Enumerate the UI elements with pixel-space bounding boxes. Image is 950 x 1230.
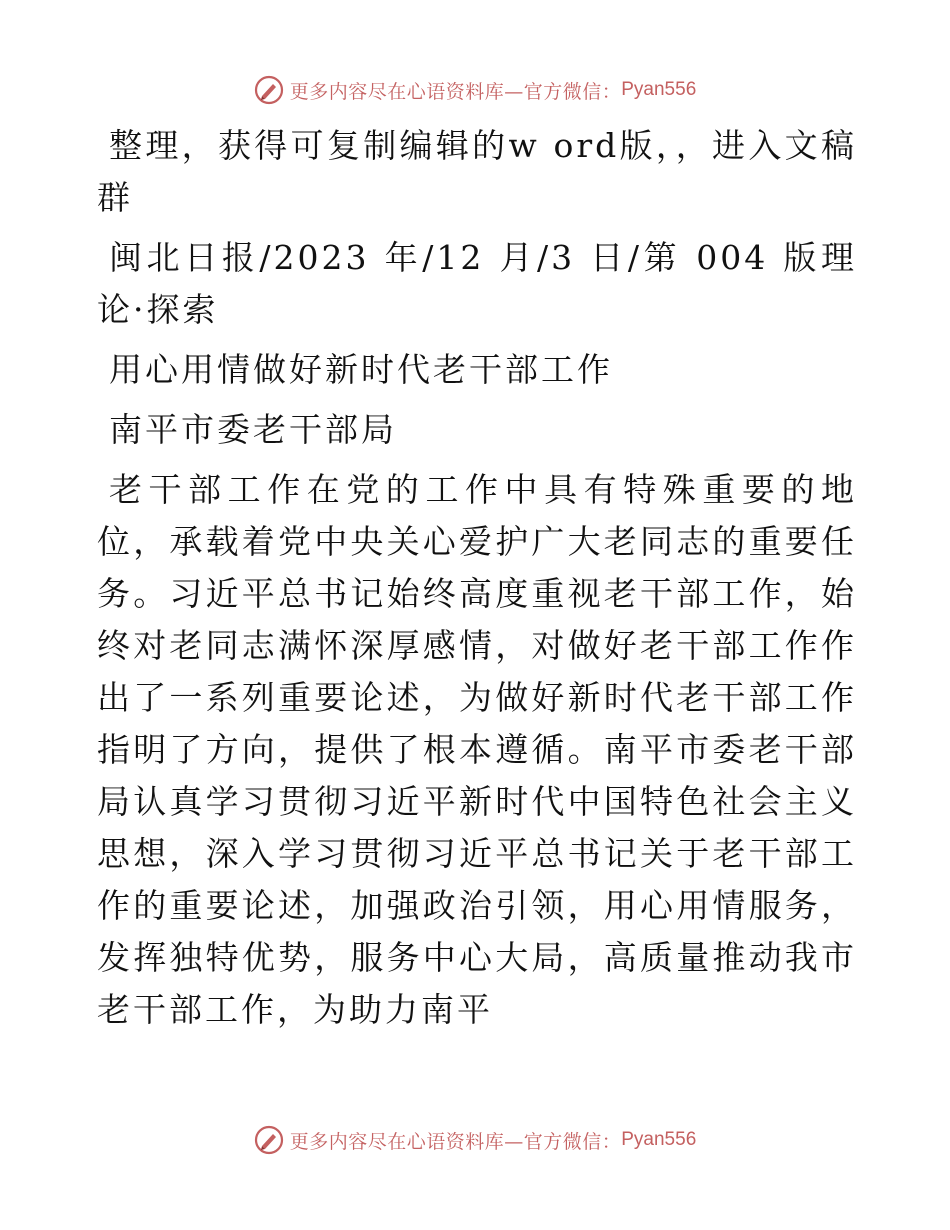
watermark-text: 更多内容尽在心语资料库—官方微信： [289,1130,622,1153]
document-body [97,120,857,1036]
watermark-account: Pyan556 [621,1129,697,1150]
article-title: 用心用情做好新时代老干部工作 [109,350,613,389]
watermark-account: Pyan556 [621,79,697,100]
article-author: 南平市委老干部局 [109,410,397,449]
intro-paragraph: 整理，获得可复制编辑的w ord版，，进入文稿群 [97,126,857,217]
body-paragraph: 老干部工作在党的工作中具有特殊重要的地位，承载着党中央关心爱护广大老同志的重要任务。习近平总书记始终高度重视老干部工作，始终对老同志满怀深厚感情，对做好老干部工作作出了一系列重要论述，为做好新时代老干部工作指明了方向，提供了根本遵循。南平市委老干部局认真学习贯彻习近平新时代中国特色社会主义思想，深入学习贯彻习近平总书记关于老干部工作的重要论述，加强政治引领，用心用情服务，发挥独特优势，服务中心大局，高质量推动我市老干部工作，为助力南平 [97,470,857,1029]
footer-watermark [0,1120,950,1160]
source-line: 闽北日报/2023 年/12 月/3 日/第 004 版理论·探索 [97,238,857,329]
pen-logo-icon [254,75,284,105]
watermark-text: 更多内容尽在心语资料库—官方微信： [289,80,622,103]
header-watermark [0,70,950,110]
pen-logo-icon [254,1125,284,1155]
